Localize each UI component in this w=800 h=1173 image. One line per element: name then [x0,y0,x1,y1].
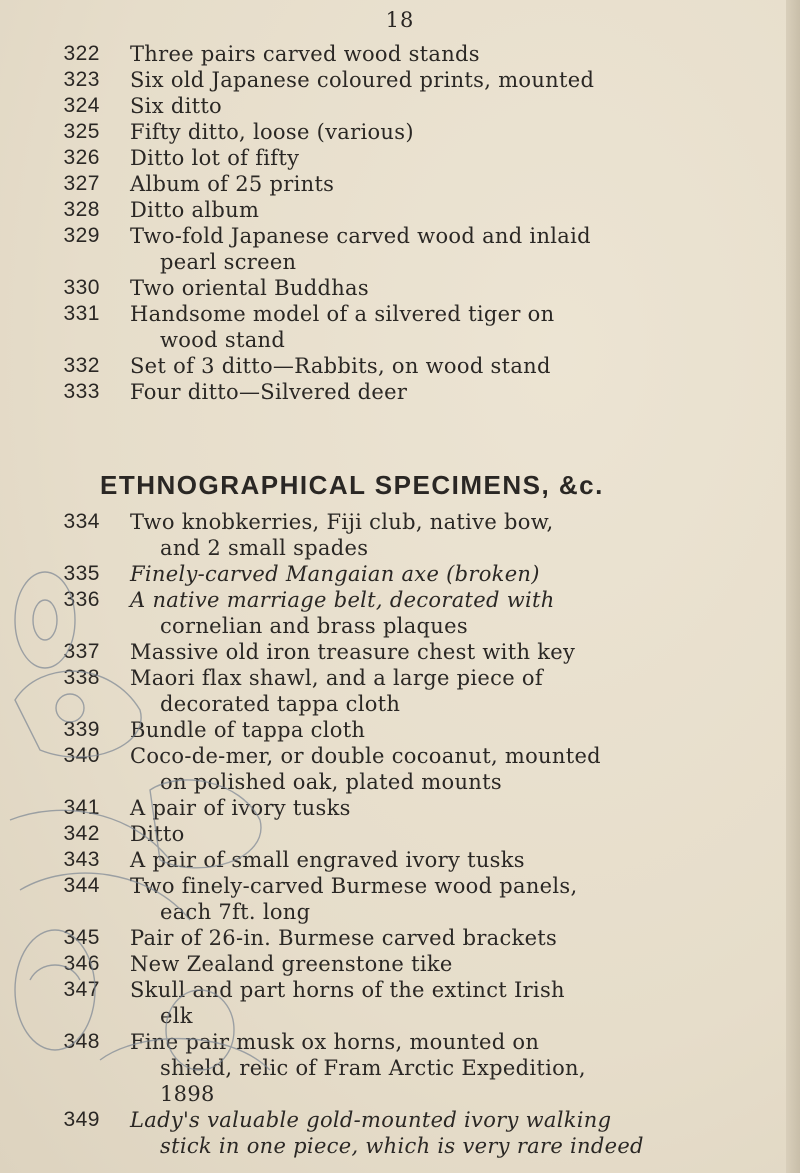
lot-continuation [0,250,800,276]
lot-description: Ditto album [130,198,260,222]
lot-number: 337 [63,640,100,663]
lot-description: Bundle of tappa cloth [130,718,366,742]
lot-number: 335 [63,562,100,585]
lot-number: 336 [63,588,100,611]
lot-number: 338 [63,666,100,689]
lot-description-cont: stick in one piece, which is very rare indeed [160,1134,644,1158]
lot-row [0,510,800,536]
lot-number: 323 [63,68,100,91]
lot-number: 344 [63,874,100,897]
lot-description: A pair of small engraved ivory tusks [130,848,525,872]
lot-description-cont: wood stand [160,328,286,352]
lot-row [0,1108,800,1134]
lot-number: 339 [63,718,100,741]
lot-description-cont: decorated tappa cloth [160,692,401,716]
lot-description-cont: and 2 small spades [160,536,369,560]
lot-continuation [0,1134,800,1160]
lot-number: 349 [63,1108,100,1131]
lot-description: Ditto [130,822,185,846]
lot-description: A native marriage belt, decorated with [130,588,555,612]
lot-description: Two knobkerries, Fiji club, native bow, [130,510,554,534]
lot-description: Fine pair musk ox horns, mounted on [130,1030,540,1054]
lot-description: Six ditto [130,94,223,118]
sketch-mask-outline [15,671,141,757]
page-number: 18 [385,8,415,32]
lot-row [0,120,800,146]
lot-row [0,354,800,380]
lot-description: Ditto lot of fifty [130,146,300,170]
lot-description: Three pairs carved wood stands [130,42,480,66]
lot-description-cont: pearl screen [160,250,297,274]
sketch-vase-outline [15,572,75,668]
lot-number: 331 [63,302,100,325]
lot-number: 327 [63,172,100,195]
lot-row [0,380,800,406]
lot-number: 346 [63,952,100,975]
lot-description: Two-fold Japanese carved wood and inlaid [130,224,591,248]
lot-description: Fifty ditto, loose (various) [130,120,414,144]
lot-description-cont: elk [160,1004,193,1028]
lot-number: 342 [63,822,100,845]
section-heading: ETHNOGRAPHICAL SPECIMENS, &c. [100,470,604,500]
lot-description: Six old Japanese coloured prints, mounted [130,68,595,92]
lot-description: A pair of ivory tusks [130,796,351,820]
lot-description: Finely-carved Mangaian axe (broken) [130,562,540,586]
lot-row [0,94,800,120]
lot-number: 347 [63,978,100,1001]
lot-row [0,302,800,328]
pencil-sketch-drawing [0,560,285,1090]
lot-number: 328 [63,198,100,221]
lot-number: 322 [63,42,100,65]
lot-number: 333 [63,380,100,403]
lot-description-cont: cornelian and brass plaques [160,614,468,638]
lot-description: Lady's valuable gold-mounted ivory walking [130,1108,612,1132]
lot-row [0,224,800,250]
lot-number: 326 [63,146,100,169]
lot-number: 324 [63,94,100,117]
lot-description-cont: 1898 [160,1082,215,1106]
lot-number: 343 [63,848,100,871]
lot-row [0,276,800,302]
lot-description: Handsome model of a silvered tiger on [130,302,555,326]
lot-description: Two oriental Buddhas [130,276,369,300]
lot-description: Set of 3 ditto—Rabbits, on wood stand [130,354,551,378]
lot-row [0,146,800,172]
lot-number: 334 [63,510,100,533]
lot-number: 341 [63,796,100,819]
lot-number: 325 [63,120,100,143]
lot-description-cont: each 7ft. long [160,900,311,924]
lot-row [0,42,800,68]
lot-number: 329 [63,224,100,247]
lot-description: Skull and part horns of the extinct Irish [130,978,565,1002]
lot-description: New Zealand greenstone tike [130,952,453,976]
lot-number: 330 [63,276,100,299]
lot-description-cont: shield, relic of Fram Arctic Expedition, [160,1056,586,1080]
lot-description-cont: on polished oak, plated mounts [160,770,502,794]
lot-row [0,198,800,224]
lot-description: Two finely-carved Burmese wood panels, [130,874,578,898]
lot-number: 348 [63,1030,100,1053]
lot-row [0,172,800,198]
lot-description: Massive old iron treasure chest with key [130,640,576,664]
lot-number: 340 [63,744,100,767]
lot-continuation [0,536,800,562]
lot-description: Maori flax shawl, and a large piece of [130,666,543,690]
lot-continuation [0,328,800,354]
lot-description: Coco-de-mer, or double cocoanut, mounted [130,744,601,768]
lot-row [0,68,800,94]
lot-number: 332 [63,354,100,377]
lot-description: Four ditto—Silvered deer [130,380,408,404]
lot-number: 345 [63,926,100,949]
sketch-bowl-outline [15,930,95,1050]
lot-description: Pair of 26-in. Burmese carved brackets [130,926,558,950]
lot-description: Album of 25 prints [130,172,335,196]
